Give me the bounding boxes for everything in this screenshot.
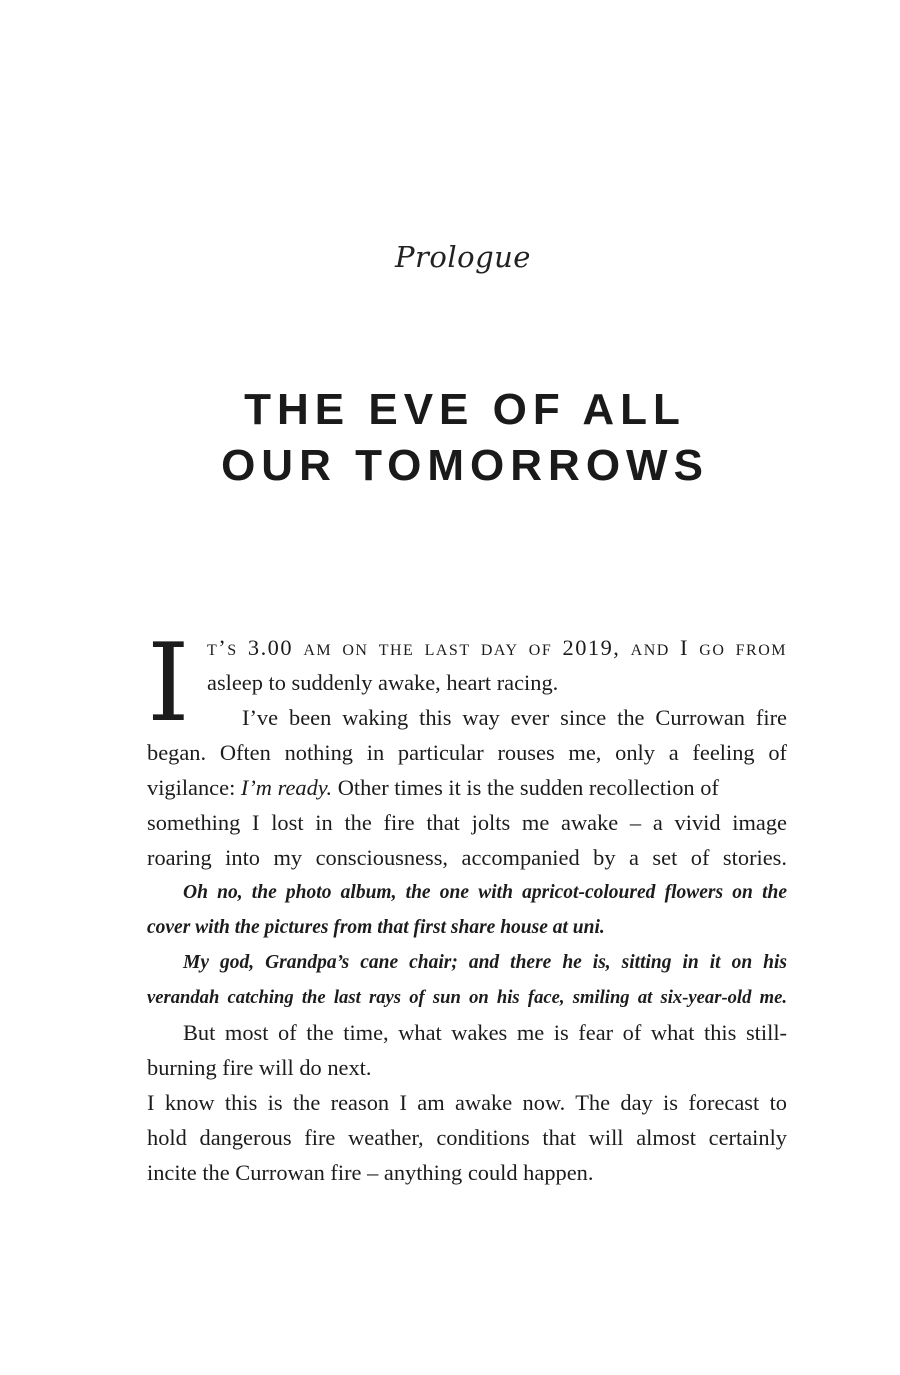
- body-line: My god, Grandpa’s cane chair; and there he is, sitting in it on his: [183, 952, 787, 973]
- body-line: something I lost in the fire that jolts me awake – a vivid image: [147, 810, 787, 835]
- body-line: began. Often nothing in particular rouses me, only a feeling of: [147, 740, 787, 765]
- body-line: burning fire will do next.: [147, 1055, 372, 1080]
- chapter-title: [0, 382, 900, 494]
- body-line: hold dangerous fire weather, conditions that will almost certainly: [147, 1125, 787, 1150]
- body-line: cover with the pictures from that first share house at uni.: [147, 917, 605, 938]
- chapter-kicker: Prologue: [395, 240, 531, 274]
- body-line: [147, 770, 787, 805]
- body-line: But most of the time, what wakes me is fear of what this still-: [183, 1020, 787, 1045]
- body-line: I know this is the reason I am awake now. The day is forecast to: [147, 1090, 787, 1115]
- chapter-title-line-2: OUR TOMORROWS: [221, 441, 709, 490]
- body-text-run: vigilance:: [147, 775, 241, 800]
- body-text-run: Other times it is the sudden recollection of: [332, 775, 719, 800]
- body-line: I’ve been waking this way ever since the Currowan fire: [242, 705, 787, 730]
- body-emphasis: I’m ready.: [240, 775, 333, 800]
- body-line: roaring into my consciousness, accompanied by a set of stories.: [147, 845, 787, 870]
- body-line: Oh no, the photo album, the one with apricot-coloured flowers on the: [183, 882, 787, 903]
- drop-cap: I: [147, 621, 190, 746]
- body-text: [147, 621, 787, 1190]
- body-line: incite the Currowan fire – anything could happen.: [147, 1160, 594, 1185]
- body-line: verandah catching the last rays of sun on his face, smiling at six-year-old me.: [147, 987, 787, 1008]
- body-line: asleep to suddenly awake, heart racing.: [207, 670, 559, 695]
- chapter-title-line-1: THE EVE OF ALL: [244, 385, 686, 434]
- body-line: t’s 3.00 am on the last day of 2019, and I go from: [207, 635, 787, 660]
